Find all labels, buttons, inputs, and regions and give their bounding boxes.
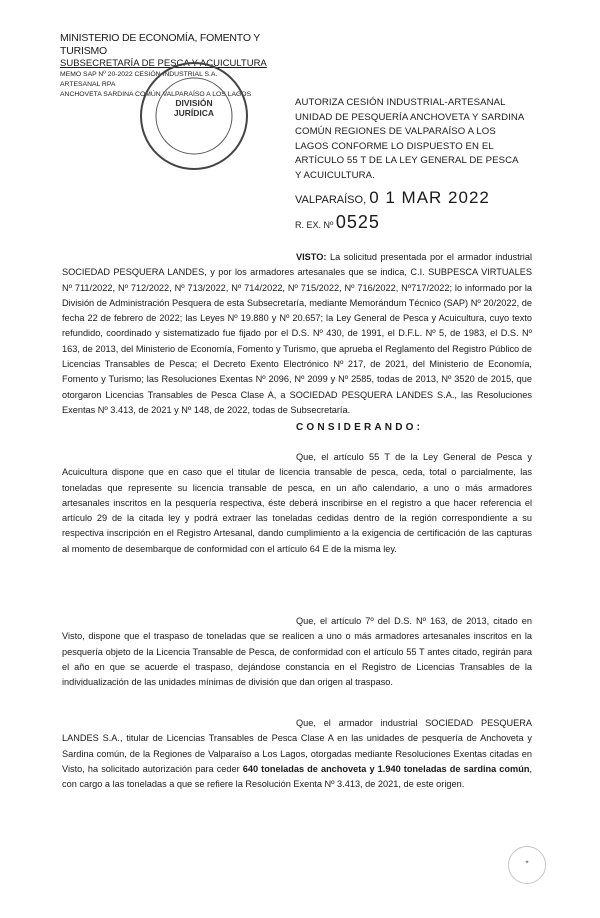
memo-ref-2: ARTESANAL RPA (60, 81, 116, 88)
resolution-label: R. EX. Nº (295, 220, 334, 230)
subsecretaria-name: SUBSECRETARÍA DE PESCA Y ACUICULTURA (60, 58, 267, 69)
considerando-heading: CONSIDERANDO: (296, 422, 424, 433)
considerando-paragraph-1: Que, el artículo 55 T de la Ley General de Pesca y Acuicultura dispone que en caso que el titular de licencia transable de pesca, ceda, total o parcialmente, las toneladas que represente su licencia transable de pesca, en un año calendario, a uno o más armadores artesanales inscritos en la pesquería respectiva, éste deberá inscribirse en el registro a que hacer referencia el artículo 29 de la citada ley y podrá extraer las toneladas cedidas dentro de la región correspondiente a su respectiva inscripción en el Registro Artesanal, dando cumplimiento a la exigencia de certificación de las capturas al momento de desembarque de conformidad con el artículo 64 E de la misma ley. (62, 452, 532, 554)
p3-text-c: , con cargo a las toneladas a que se refiere la Resolución Exenta Nº 3.413, de 2021, de este origen. (62, 763, 532, 790)
page-seal-icon (508, 846, 546, 884)
memo-ref-3: ANCHOVETA SARDINA COMÚN VALPARAÍSO A LOS LAGOS (60, 91, 252, 98)
resolution-number: 0525 (335, 212, 380, 232)
division-juridica-stamp (140, 62, 248, 170)
p3-tonnage: 640 toneladas de anchoveta y 1.940 toneladas de sardina común (242, 763, 530, 774)
p3-text-a: Que, el armador industrial SOCIEDAD PESQUERA LANDES S.A., titular de Licencias Transables de Pesca Clase A en las unidades de pesquería de Anchoveta y Sardina común, de la Regiones de Valparaíso a Los Lagos, otorgadas mediante Resoluciones Exentas citadas en Visto, ha solicitado autorización para ceder (62, 718, 532, 774)
resolution-number-line (295, 212, 380, 233)
ministry-name: MINISTERIO DE ECONOMÍA, FOMENTO Y TURISMO (60, 32, 260, 57)
resolution-title: AUTORIZA CESIÓN INDUSTRIAL-ARTESANAL UNIDAD DE PESQUERÍA ANCHOVETA Y SARDINA COMÚN REGIONES DE VALPARAÍSO A LOS LAGOS CONFORME LO DISPUESTO EN EL ARTÍCULO 55 T DE LA LEY GENERAL DE PESCA Y ACUICULTURA. (295, 97, 524, 181)
stamp-inner-text: DIVISIÓN JURÍDICA (173, 98, 215, 118)
visto-paragraph (62, 250, 532, 418)
memo-ref-1: MEMO SAP Nº 20-2022 CESIÓN INDUSTRIAL S.A. (60, 71, 218, 78)
considerando-paragraph-2: Que, el artículo 7º del D.S. Nº 163, de 2013, citado en Visto, dispone que el traspaso de toneladas que se realicen a uno o más armadores artesanales inscritos en la pesquería objeto de la Licencia Transable de Pesca, de conformidad con el artículo 55 T antes citado, regirán para el año en que se acuerde el traspaso, dejándose constancia en el Registro de Licencias Transables de la individualización de las unidades mínimas de división que dan origen al traspaso. (62, 616, 532, 688)
visto-label: VISTO: (296, 252, 327, 262)
date-stamp: 0 1 MAR 2022 (369, 188, 490, 207)
city: VALPARAÍSO, (295, 194, 367, 206)
considerando-paragraph-3 (62, 716, 532, 792)
visto-text: La solicitud presentada por el armador industrial SOCIEDAD PESQUERA LANDES, y por los armadores artesanales que se indica, C.I. SUBPESCA VIRTUALES Nº 711/2022, Nº 712/2022, Nº 713/2022, Nº 714/2022, Nº 715/2022, Nº 716/2022, Nº717/2022; lo informado por la División de Administración Pesquera de esta Subsecretaría, mediante Memorándum Técnico (SAP) Nº 20/2022, de fecha 22 de febrero de 2022; las Leyes Nº 19.880 y Nº 20.657; la Ley General de Pesca y Acuicultura, cuyo texto refundido, coordinado y sistematizado fue fijado por el D.S. Nº 430, de 1991, el D.F.L. Nº 5, de 1983, el D.S. Nº 163, de 2013, del Ministerio de Economía, Fomento y Turismo, que aprueba el Reglamento del Registro Público de Licencias Transables de Pesca; el Decreto Exento Electrónico Nº 217, de 2021, del Ministerio de Economía, Fomento y Turismo; las Resoluciones Exentas Nº 2096, Nº 2099 y Nº 2585, todas de 2013, Nº 3520 de 2015, que otorgaron Licencias Transables de Pesca Clase A, a SOCIEDAD PESQUERA LANDES S.A., las Resoluciones Exentas Nº 3.413, de 2021 y Nº 148, de 2022, todas de Subsecretaría. (62, 252, 533, 415)
date-line (295, 188, 490, 208)
seal-glyph: ✦ (524, 860, 530, 866)
